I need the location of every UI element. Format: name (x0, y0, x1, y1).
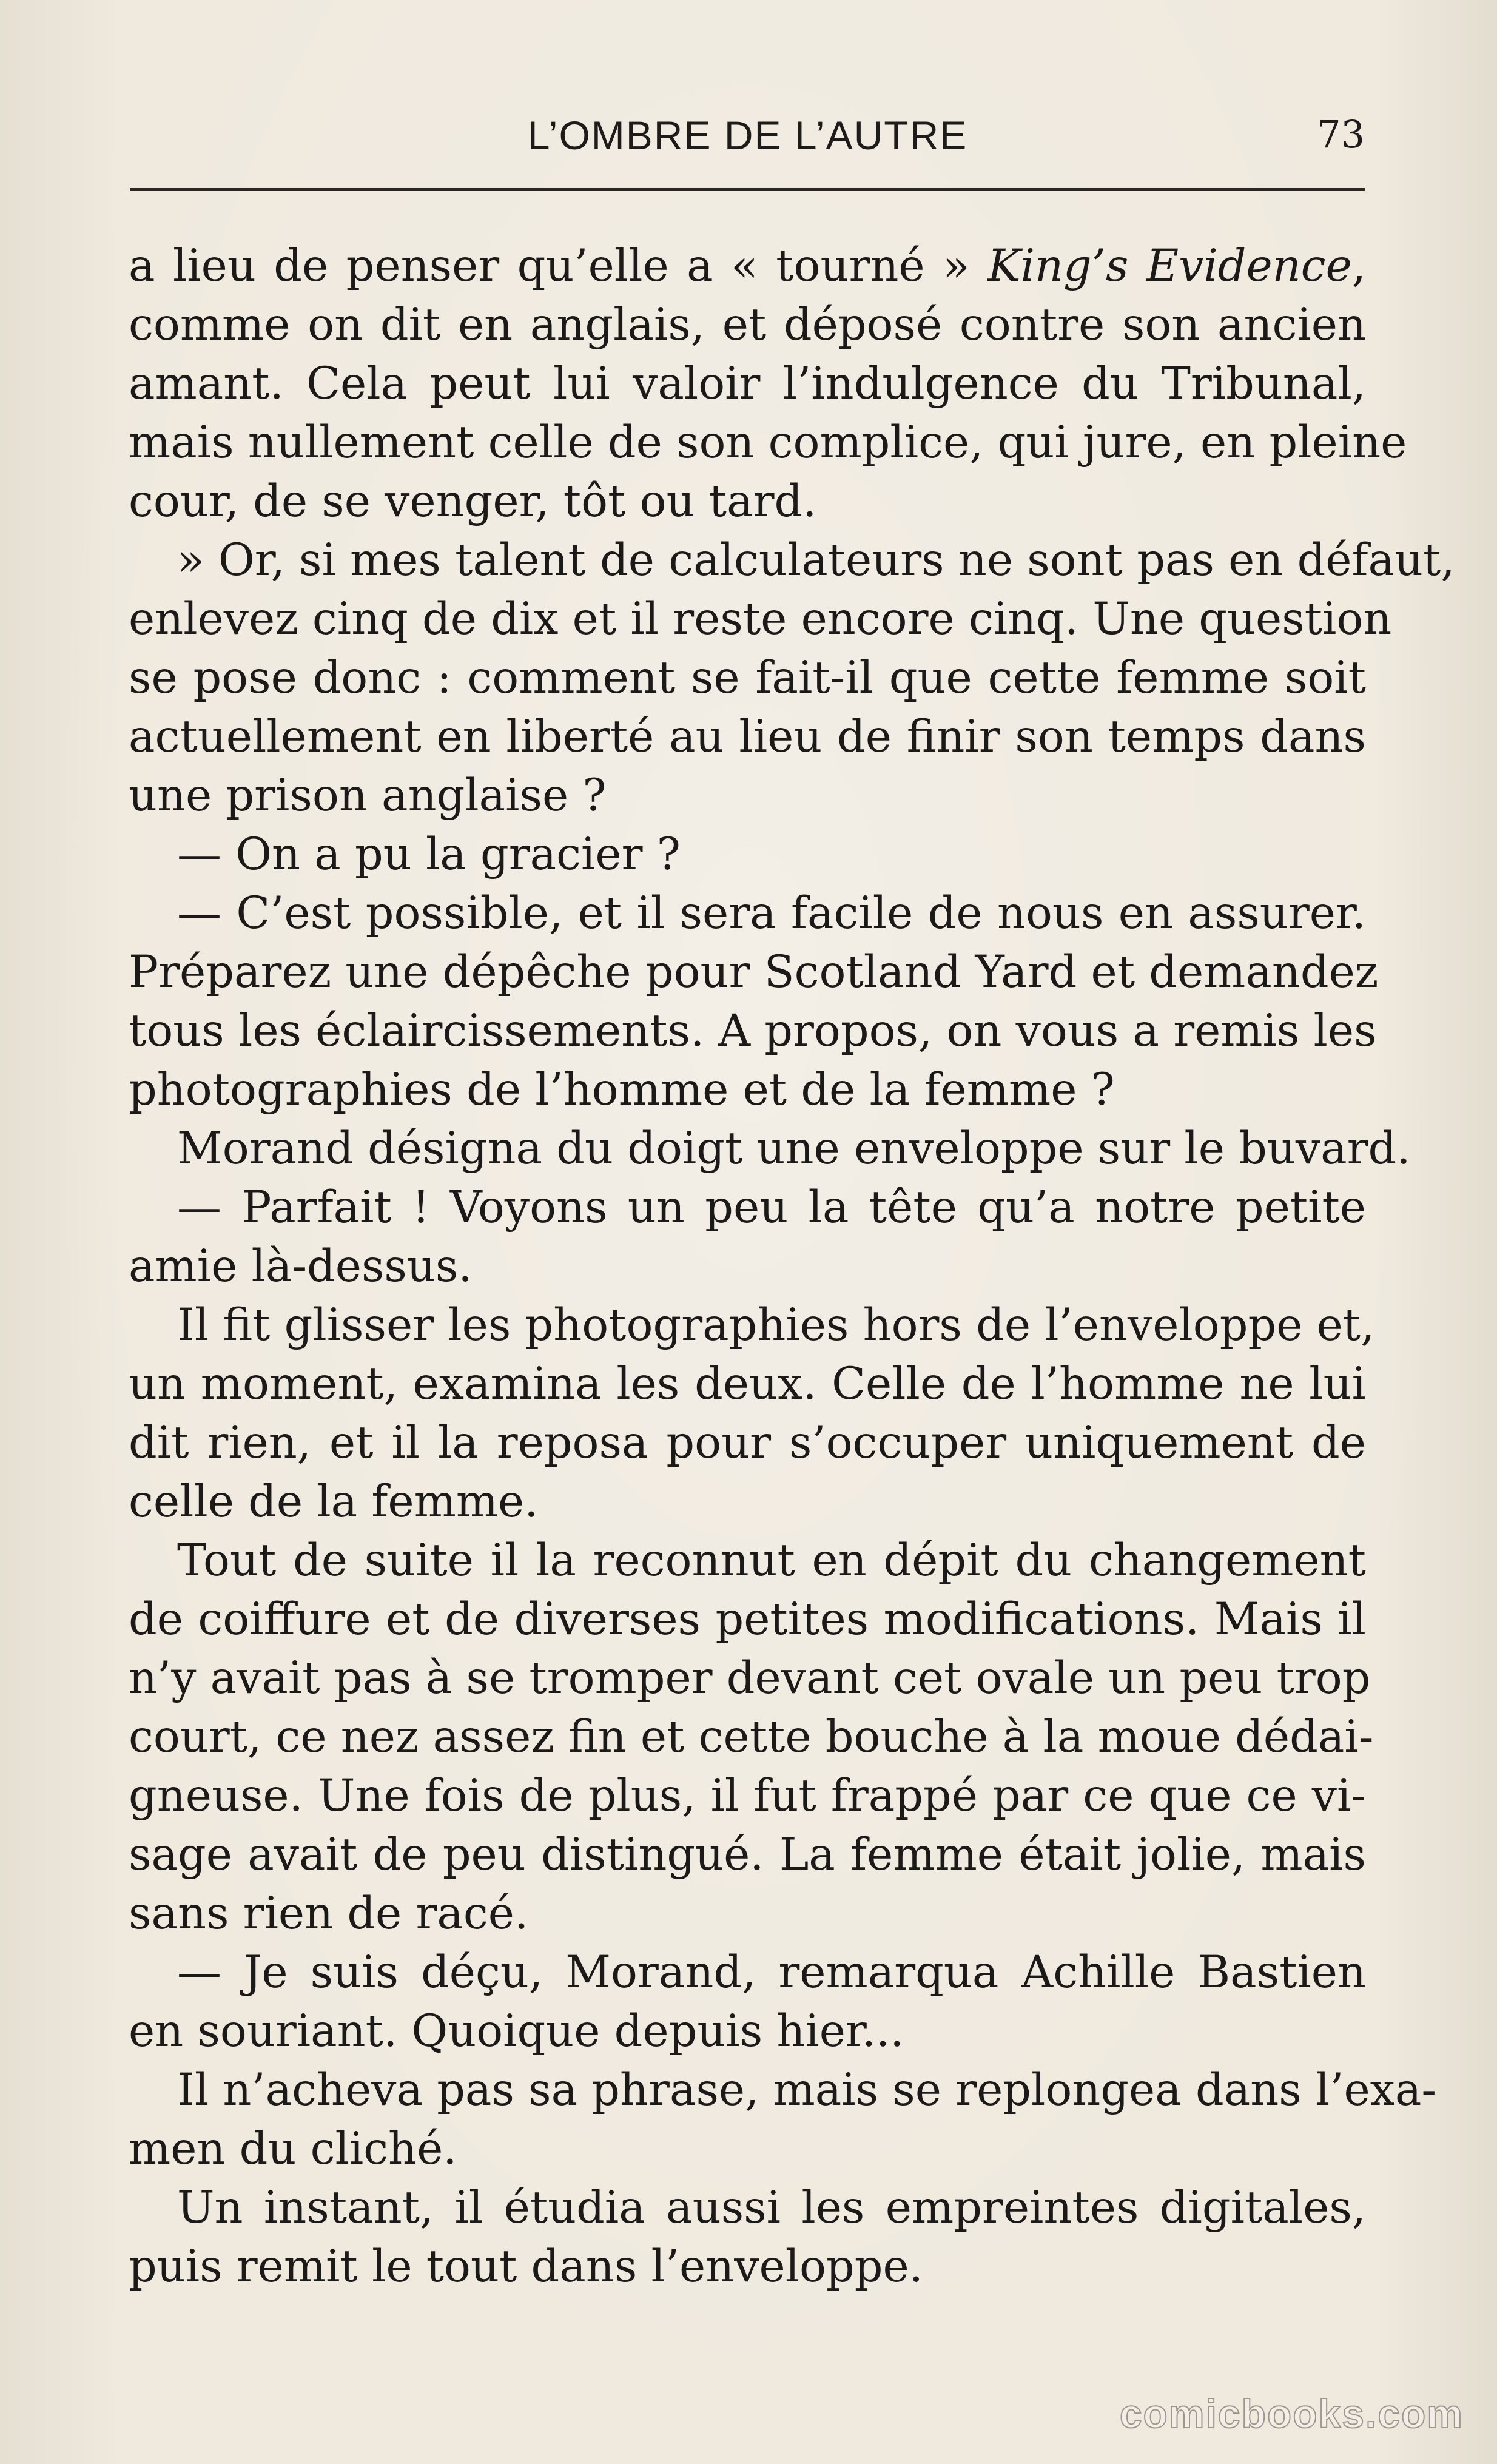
text-line: amant. Cela peut lui valoir l’indulgence du Tribunal, (129, 358, 1366, 409)
text-line: un moment, examina les deux. Celle de l’homme ne lui (129, 1358, 1366, 1410)
text-line: gneuse. Une fois de plus, il fut frappé par ce que ce vi- (129, 1770, 1366, 1822)
text-line: — Je suis déçu, Morand, remarqua Achille Bastien (177, 1947, 1366, 1998)
text-line: Il fit glisser les photographies hors de l’enveloppe et, (177, 1299, 1375, 1351)
body-text (129, 237, 1455, 2296)
text-line: — C’est possible, et il sera facile de nous en assurer. (177, 887, 1366, 939)
text-line: — Parfait ! Voyons un peu la tête qu’a notre petite (177, 1182, 1366, 1233)
text-line: comme on dit en anglais, et déposé contre son ancien (129, 299, 1366, 351)
text-line: actuellement en liberté au lieu de finir son temps dans (129, 711, 1366, 762)
text-line: cour, de se venger, tôt ou tard. (129, 476, 817, 527)
text-line: n’y avait pas à se tromper devant cet ovale un peu trop (129, 1652, 1371, 1704)
text-line: mais nullement celle de son complice, qui jure, en pleine (129, 417, 1407, 468)
page-number: 73 (1317, 112, 1365, 157)
text-line: Il n’acheva pas sa phrase, mais se replongea dans l’exa- (177, 2064, 1437, 2116)
header-rule (130, 188, 1365, 191)
text-line: dit rien, et il la reposa pour s’occuper uniquement de (129, 1417, 1366, 1469)
text-line: amie là-dessus. (129, 1240, 473, 1292)
text-line: Préparez une dépêche pour Scotland Yard et demandez (129, 946, 1379, 998)
running-title: L’OMBRE DE L’AUTRE (527, 113, 968, 158)
text-line: puis remit le tout dans l’enveloppe. (129, 2241, 923, 2292)
text-line: tous les éclaircissements. A propos, on vous a remis les (129, 1005, 1377, 1057)
text-line: — On a pu la gracier ? (177, 829, 681, 880)
text-line: a lieu de penser qu’elle a « tourné » King’s Evidence, (129, 240, 1366, 292)
text-line: photographies de l’homme et de la femme ? (129, 1064, 1115, 1116)
text-line: Morand désigna du doigt une enveloppe sur le buvard. (177, 1123, 1411, 1174)
watermark: comicbooks.com (1119, 2391, 1464, 2436)
text-line: Un instant, il étudia aussi les empreintes digitales, (177, 2182, 1366, 2233)
text-line: court, ce nez assez fin et cette bouche à la moue dédai- (129, 1711, 1374, 1763)
text-line: men du cliché. (129, 2123, 457, 2175)
text-line: Tout de suite il la reconnut en dépit du changement (177, 1535, 1366, 1586)
text-line: sans rien de racé. (129, 1888, 529, 1939)
text-line: de coiffure et de diverses petites modifications. Mais il (129, 1594, 1366, 1645)
text-line: une prison anglaise ? (129, 770, 607, 821)
text-line: sage avait de peu distingué. La femme était jolie, mais (129, 1829, 1366, 1880)
text-line: en souriant. Quoique depuis hier... (129, 2005, 904, 2057)
text-line: » Or, si mes talent de calculateurs ne sont pas en défaut, (177, 534, 1455, 586)
text-line: se pose donc : comment se fait-il que cette femme soit (129, 652, 1366, 704)
text-line: celle de la femme. (129, 1476, 539, 1527)
text-line: enlevez cinq de dix et il reste encore cinq. Une question (129, 593, 1392, 645)
page-header (130, 106, 1365, 161)
